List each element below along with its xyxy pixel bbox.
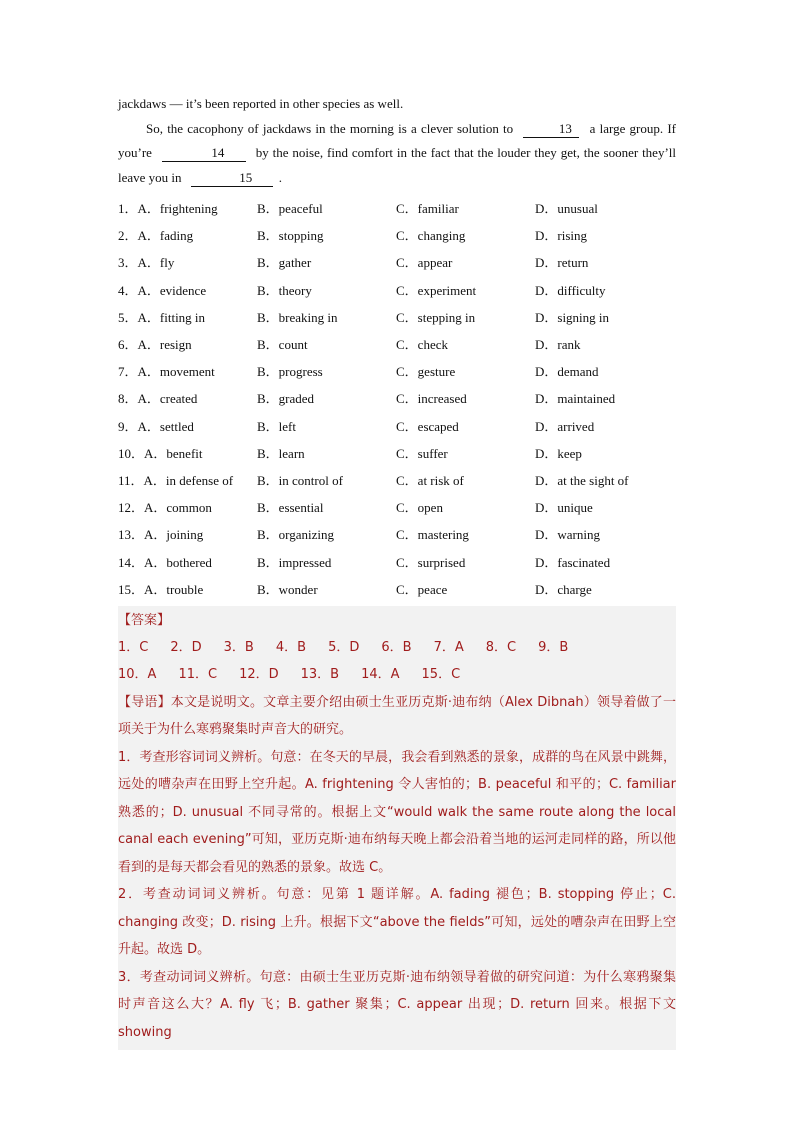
option-c: C．increased xyxy=(396,391,467,407)
option-c: C．at risk of xyxy=(396,472,464,488)
option-row xyxy=(118,194,676,221)
question-number: 10． xyxy=(118,445,145,461)
question-number: 5． xyxy=(118,309,138,325)
option-b: B．stopping xyxy=(257,228,324,244)
blank-14: 14 xyxy=(162,145,246,162)
answer-key-item: 9．B xyxy=(538,639,569,655)
option-a xyxy=(118,579,257,598)
question-number: 11． xyxy=(118,472,144,488)
option-d: D．return xyxy=(535,255,589,271)
option-text: A．in defense of xyxy=(143,472,234,488)
document-page xyxy=(118,92,676,1050)
option-text: A．movement xyxy=(137,364,215,380)
option-row xyxy=(118,357,676,384)
option-a xyxy=(118,252,257,271)
option-b: B．graded xyxy=(257,391,315,407)
option-b: B．gather xyxy=(257,255,312,271)
explanation-3: 3．考查动词词义辨析。句意：由硕士生亚历克斯·迪布纳领导着做的研究问道：为什么寒鸦聚集时声音这么大？A. fly 飞；B. gather 聚集；C. appear 出现；D. return 回来。根据下文showing xyxy=(118,969,676,1040)
option-c: C．check xyxy=(396,337,448,353)
option-a xyxy=(118,388,257,407)
option-row xyxy=(118,412,676,439)
option-b: B．essential xyxy=(257,500,324,516)
option-c: C．familiar xyxy=(396,201,459,217)
answer-key-item: 11．C xyxy=(178,667,218,683)
option-row xyxy=(118,547,676,574)
answer-intro: 【导语】本文是说明文。文章主要介绍由硕士生亚历克斯·迪布纳（Alex Dibnah）领导着做了一项关于为什么寒鸦聚集时声音大的研究。 xyxy=(118,694,676,738)
option-d: D．at the sight of xyxy=(535,472,629,488)
question-number: 4． xyxy=(118,282,138,298)
question-number: 3． xyxy=(118,255,138,271)
answer-key-item: 12．D xyxy=(239,667,279,683)
option-a xyxy=(118,552,257,571)
option-d: D．signing in xyxy=(535,309,610,325)
answer-key-row-2 xyxy=(118,661,676,689)
option-b: B．progress xyxy=(257,364,323,380)
option-row xyxy=(118,276,676,303)
question-number: 9． xyxy=(118,418,138,434)
option-d: D．warning xyxy=(535,527,600,543)
answer-key-item: 6．B xyxy=(381,639,412,655)
option-row xyxy=(118,384,676,411)
question-number: 2． xyxy=(118,228,138,244)
option-row xyxy=(118,439,676,466)
question-number: 6． xyxy=(118,337,138,353)
option-text: A．bothered xyxy=(144,554,212,570)
question-number: 14． xyxy=(118,554,145,570)
answer-key-item: 3．B xyxy=(223,639,254,655)
option-text: A．settled xyxy=(137,418,194,434)
passage-text: So, the cacophony of jackdaws in the morning is a clever solution to xyxy=(146,120,514,136)
option-c: C．open xyxy=(396,500,443,516)
option-text: A．frightening xyxy=(137,201,218,217)
passage-line-1: jackdaws — it’s been reported in other species as well. xyxy=(118,96,404,111)
option-row xyxy=(118,520,676,547)
option-b: B．learn xyxy=(257,445,305,461)
answer-key-item: 14．A xyxy=(361,667,400,683)
option-d: D．rising xyxy=(535,228,588,244)
option-b: B．breaking in xyxy=(257,309,338,325)
explanation-2: 2．考查动词词义辨析。句意：见第 1 题详解。A. fading 褪色；B. stopping 停止；C. changing 改变；D. rising 上升。根据下文“above the fields”可知，远处的嘈杂声在田野上空升起。故选 D。 xyxy=(118,887,676,958)
option-c: C．stepping in xyxy=(396,309,476,325)
question-number: 15． xyxy=(118,581,145,597)
question-number: 7． xyxy=(118,364,138,380)
option-text: A．fitting in xyxy=(137,309,206,325)
option-text: A．created xyxy=(137,391,198,407)
passage-paragraph-2 xyxy=(118,117,676,191)
option-a xyxy=(118,334,257,353)
option-b: B．theory xyxy=(257,282,312,298)
option-a xyxy=(118,443,257,462)
option-d: D．demand xyxy=(535,364,599,380)
blank-15: 15 xyxy=(191,170,273,187)
option-c: C．mastering xyxy=(396,527,469,543)
option-text: A．trouble xyxy=(144,581,204,597)
option-a xyxy=(118,497,257,516)
option-b: B．in control of xyxy=(257,472,343,488)
option-text: A．resign xyxy=(137,337,192,353)
option-c: C．experiment xyxy=(396,282,477,298)
option-text: A．benefit xyxy=(144,445,203,461)
option-b: B．impressed xyxy=(257,554,332,570)
option-text: A．joining xyxy=(144,527,204,543)
option-text: A．fly xyxy=(137,255,175,271)
option-d: D．charge xyxy=(535,581,592,597)
option-a xyxy=(118,225,257,244)
option-d: D．unique xyxy=(535,500,593,516)
option-d: D．rank xyxy=(535,337,581,353)
passage-text: by the noise, find comfort in the fact that the louder they get, the sooner they’ll leave you in xyxy=(118,145,677,185)
option-c: C．appear xyxy=(396,255,453,271)
question-number: 13． xyxy=(118,527,145,543)
answer-key-item: 10．A xyxy=(118,667,157,683)
option-row xyxy=(118,303,676,330)
option-c: C．surprised xyxy=(396,554,466,570)
question-number: 1． xyxy=(118,201,138,217)
option-d: D．fascinated xyxy=(535,554,611,570)
option-a xyxy=(118,416,257,435)
option-a xyxy=(118,524,257,543)
option-b: B．peaceful xyxy=(257,201,323,217)
option-row xyxy=(118,330,676,357)
answer-key-row-1 xyxy=(118,634,676,662)
option-a xyxy=(118,280,257,299)
answer-key-item: 4．B xyxy=(275,639,307,655)
answer-key-item: 13．B xyxy=(300,667,340,683)
option-d: D．keep xyxy=(535,445,582,461)
option-d: D．difficulty xyxy=(535,282,606,298)
answer-section xyxy=(118,606,676,1051)
option-c: C．suffer xyxy=(396,445,448,461)
option-c: C．gesture xyxy=(396,364,456,380)
option-b: B．organizing xyxy=(257,527,335,543)
passage-text: . xyxy=(278,169,283,185)
answer-key-item: 7．A xyxy=(433,639,464,655)
option-b: B．left xyxy=(257,418,296,434)
option-b: B．wonder xyxy=(257,581,318,597)
option-row xyxy=(118,493,676,520)
question-number: 8． xyxy=(118,391,138,407)
option-row xyxy=(118,221,676,248)
answer-key-item: 15．C xyxy=(421,667,461,683)
option-row xyxy=(118,248,676,275)
option-d: D．unusual xyxy=(535,201,598,217)
answer-key-item: 5．D xyxy=(328,639,360,655)
option-b: B．count xyxy=(257,337,308,353)
passage-text: a large group. If you’re xyxy=(118,120,676,160)
option-c: C．peace xyxy=(396,581,448,597)
option-text: A．evidence xyxy=(137,282,207,298)
option-a xyxy=(118,470,257,489)
option-row xyxy=(118,575,676,602)
option-d: D．arrived xyxy=(535,418,595,434)
option-a xyxy=(118,307,257,326)
option-text: A．common xyxy=(144,500,212,516)
explanation-1: 1．考查形容词词义辨析。句意：在冬天的早晨，我会看到熟悉的景象，成群的鸟在风景中跳舞，远处的嘈杂声在田野上空升起。A. frightening 令人害怕的；B. peaceful 和平的；C. familiar 熟悉的；D. unusual 不同寻常的。根据上文“would walk the same route along the local canal each evening”可知，亚历克斯·迪布纳每天晚上都会沿着当地的运河走同样的路，所以他看到的是每天都会看见的熟悉的景象。故选 C。 xyxy=(118,749,676,875)
option-a xyxy=(118,198,257,217)
options-list xyxy=(118,194,676,602)
option-row xyxy=(118,466,676,493)
answer-key-item: 2．D xyxy=(170,639,202,655)
answer-heading: 【答案】 xyxy=(118,612,171,628)
option-text: A．fading xyxy=(137,228,194,244)
answer-key-item: 8．C xyxy=(485,639,517,655)
question-number: 12． xyxy=(118,500,145,516)
option-a xyxy=(118,361,257,380)
option-c: C．escaped xyxy=(396,418,459,434)
answer-key-item: 1．C xyxy=(118,639,149,655)
blank-13: 13 xyxy=(523,121,579,138)
option-c: C．changing xyxy=(396,228,466,244)
option-d: D．maintained xyxy=(535,391,616,407)
